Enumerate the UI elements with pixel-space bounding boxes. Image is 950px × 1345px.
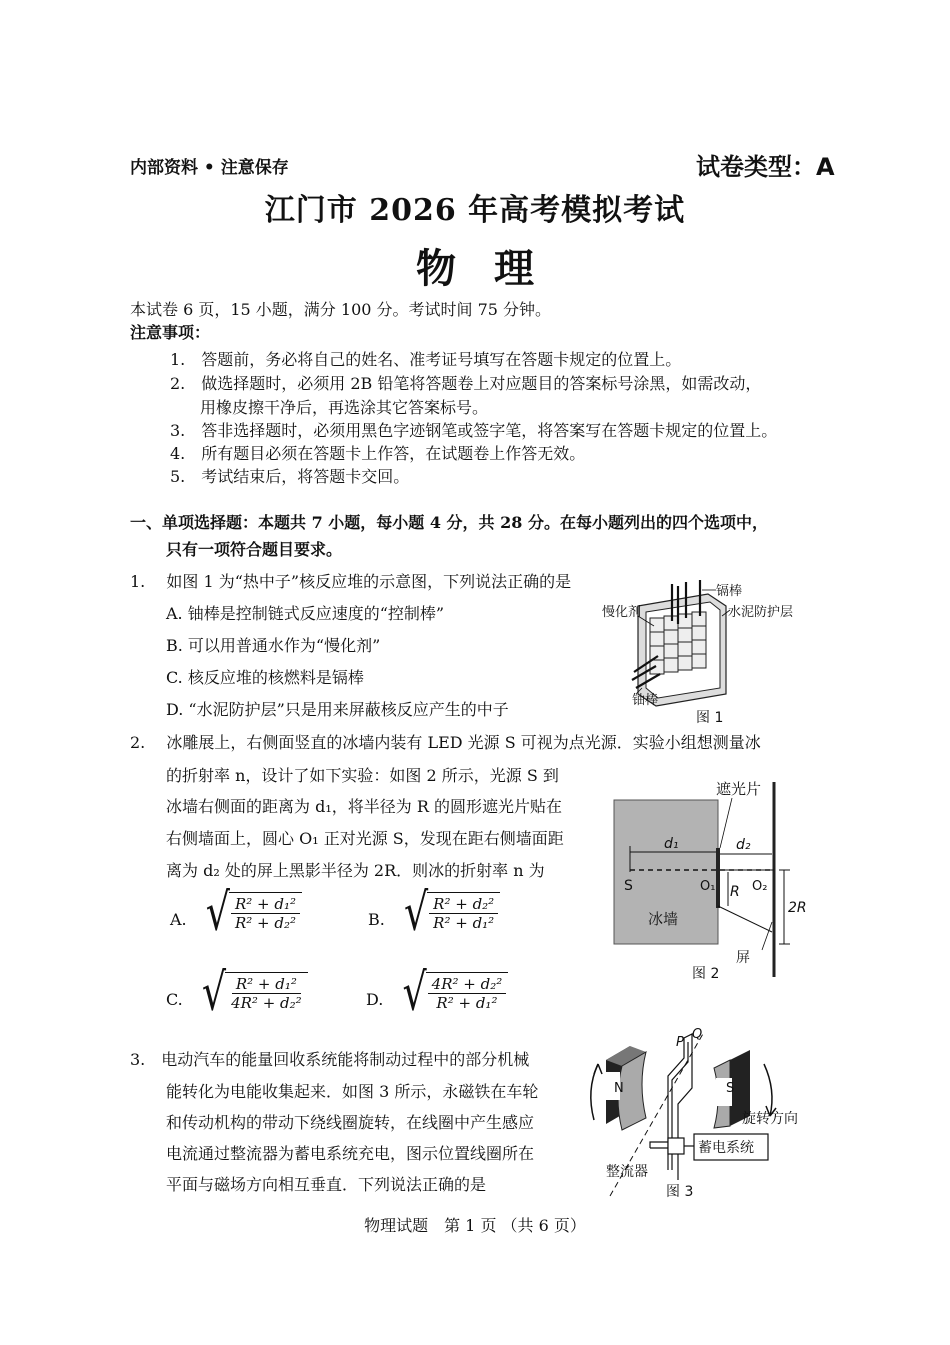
section-heading: 一、单项选择题：本题共 7 小题，每小题 4 分，共 28 分。在每小题列出的四个选项中， bbox=[130, 513, 768, 532]
notice-heading: 注意事项： bbox=[130, 323, 211, 342]
exam-intro: 本试卷 6 页，15 小题，满分 100 分。考试时间 75 分钟。 bbox=[130, 300, 552, 319]
notice-item: 1. 答题前，务必将自己的姓名、准考证号填写在答题卡规定的位置上。 bbox=[170, 350, 682, 369]
figure-3-generator bbox=[580, 1020, 820, 1202]
q2-a-denominator: R² + d₂² bbox=[234, 914, 296, 932]
fig2-label-screen: 屏 bbox=[736, 950, 750, 966]
q2-c-denominator: 4R² + d₂² bbox=[231, 994, 302, 1012]
q2-option-c-label: C. bbox=[166, 990, 183, 1009]
q2-c-numerator: R² + d₁² bbox=[232, 975, 301, 994]
fig1-label-cadmium: 镉棒 bbox=[716, 584, 743, 599]
fig1-caption: 图 1 bbox=[696, 710, 724, 726]
q2-option-a-label: A. bbox=[170, 910, 187, 929]
q3-stem-line: 3. 电动汽车的能量回收系统能将制动过程中的部分机械 bbox=[130, 1050, 530, 1069]
fig3-label-p: P bbox=[676, 1035, 684, 1050]
q2-d-denominator: R² + d₁² bbox=[436, 994, 498, 1012]
fig1-label-uranium: 铀棒 bbox=[632, 693, 659, 708]
q1-option-c: C. 核反应堆的核燃料是镉棒 bbox=[166, 668, 364, 687]
fig2-label-ice: 冰墙 bbox=[648, 910, 679, 928]
notice-item: 用橡皮擦干净后，再选涂其它答案标号。 bbox=[200, 398, 489, 417]
fig2-label-r: R bbox=[730, 884, 740, 900]
q3-stem-line: 平面与磁场方向相互垂直．下列说法正确的是 bbox=[166, 1175, 487, 1194]
q2-option-a: A. √ $\frac{\text{R² + d₁²}}{\text{R² + d₂²}}$ bbox=[170, 890, 302, 934]
figure-1-reactor bbox=[598, 576, 813, 728]
q2-stem-line: 的折射率 n，设计了如下实验：如图 2 所示，光源 S 到 bbox=[166, 766, 559, 785]
q2-option-b-label: B. bbox=[368, 910, 385, 929]
q2-b-numerator: R² + d₂² bbox=[429, 895, 498, 914]
q1-stem: 1. 如图 1 为“热中子”核反应堆的示意图，下列说法正确的是 bbox=[130, 572, 572, 591]
q2-stem-line: 右侧墙面上，圆心 O₁ 正对光源 S，发现在距右侧墙面距 bbox=[166, 829, 564, 848]
paper-type: 试卷类型：A bbox=[696, 153, 835, 181]
q1-option-d: D. “水泥防护层”只是用来屏蔽核反应产生的中子 bbox=[166, 700, 509, 719]
fig1-label-concrete: 水泥防护层 bbox=[728, 605, 794, 620]
fig1-label-moderator: 慢化剂 bbox=[602, 605, 642, 620]
notice-item: 4. 所有题目必须在答题卡上作答，在试题卷上作答无效。 bbox=[170, 444, 586, 463]
page-footer: 物理试题 第 1 页 （共 6 页） bbox=[364, 1216, 586, 1235]
notice-item: 2. 做选择题时，必须用 2B 铅笔将答题卷上对应题目的答案标号涂黑，如需改动， bbox=[170, 374, 762, 393]
fig3-label-n: N bbox=[614, 1081, 624, 1096]
subject-title: 物理 bbox=[416, 246, 572, 292]
fig3-label-s: S bbox=[726, 1081, 735, 1096]
fig3-caption: 图 3 bbox=[666, 1184, 694, 1200]
figure-2-ice-wall bbox=[604, 772, 814, 982]
section-heading-cont: 只有一项符合题目要求。 bbox=[166, 540, 343, 559]
fig3-label-rectifier: 整流器 bbox=[606, 1164, 648, 1180]
q2-stem-line: 冰墙右侧面的距离为 d₁，将半径为 R 的圆形遮光片贴在 bbox=[166, 797, 562, 816]
fig2-caption: 图 2 bbox=[692, 966, 720, 982]
q2-option-d-label: D. bbox=[366, 990, 384, 1009]
q2-d-numerator: 4R² + d₂² bbox=[428, 975, 507, 994]
q1-option-b: B. 可以用普通水作为“慢化剂” bbox=[166, 636, 381, 655]
fig3-label-battery: 蓄电系统 bbox=[698, 1140, 754, 1156]
q2-option-d: D. √ $\frac{\text{4R² + d₂²}}{\text{R² + d₁²}}$ bbox=[366, 970, 508, 1014]
notice-item: 5. 考试结束后，将答题卡交回。 bbox=[170, 467, 410, 486]
q3-stem-line: 和传动机构的带动下绕线圈旋转，在线圈中产生感应 bbox=[166, 1113, 535, 1132]
q2-a-numerator: R² + d₁² bbox=[231, 895, 300, 914]
q1-option-a: A. 铀棒是控制链式反应速度的“控制棒” bbox=[166, 604, 445, 623]
q2-stem-line: 离为 d₂ 处的屏上黑影半径为 2R．则冰的折射率 n 为 bbox=[166, 861, 545, 880]
fig2-label-o1: O₁ bbox=[700, 879, 716, 894]
fig2-label-d2: d₂ bbox=[736, 837, 751, 853]
notice-item: 3. 答非选择题时，必须用黑色字迹钢笔或签字笔，将答案写在答题卡规定的位置上。 bbox=[170, 421, 778, 440]
confidential-note: 内部资料 • 注意保存 bbox=[130, 158, 289, 178]
q3-stem-line: 能转化为电能收集起来．如图 3 所示，永磁铁在车轮 bbox=[166, 1082, 539, 1101]
fig3-label-q: Q bbox=[692, 1027, 703, 1042]
q2-option-b: B. √ $\frac{\text{R² + d₂²}}{\text{R² + d₁²}}$ bbox=[368, 890, 500, 934]
fig2-label-s: S bbox=[624, 878, 633, 894]
q3-stem-line: 电流通过整流器为蓄电系统充电，图示位置线圈所在 bbox=[166, 1144, 535, 1163]
fig2-label-o2: O₂ bbox=[752, 879, 768, 894]
fig3-label-rotation: 旋转方向 bbox=[742, 1111, 798, 1127]
q2-option-c: C. √ $\frac{\text{R² + d₁²}}{\text{4R² + d₂²}}$ bbox=[166, 970, 308, 1014]
fig2-label-shade: 遮光片 bbox=[716, 780, 762, 798]
q2-b-denominator: R² + d₁² bbox=[433, 914, 495, 932]
exam-title: 江门市 2026 年高考模拟考试 bbox=[264, 193, 686, 228]
fig2-label-2r: 2R bbox=[788, 900, 807, 916]
q2-stem-line: 2. 冰雕展上，右侧面竖直的冰墙内装有 LED 光源 S 可视为点光源．实验小组想测量冰 bbox=[130, 733, 761, 752]
fig2-label-d1: d₁ bbox=[664, 836, 679, 852]
